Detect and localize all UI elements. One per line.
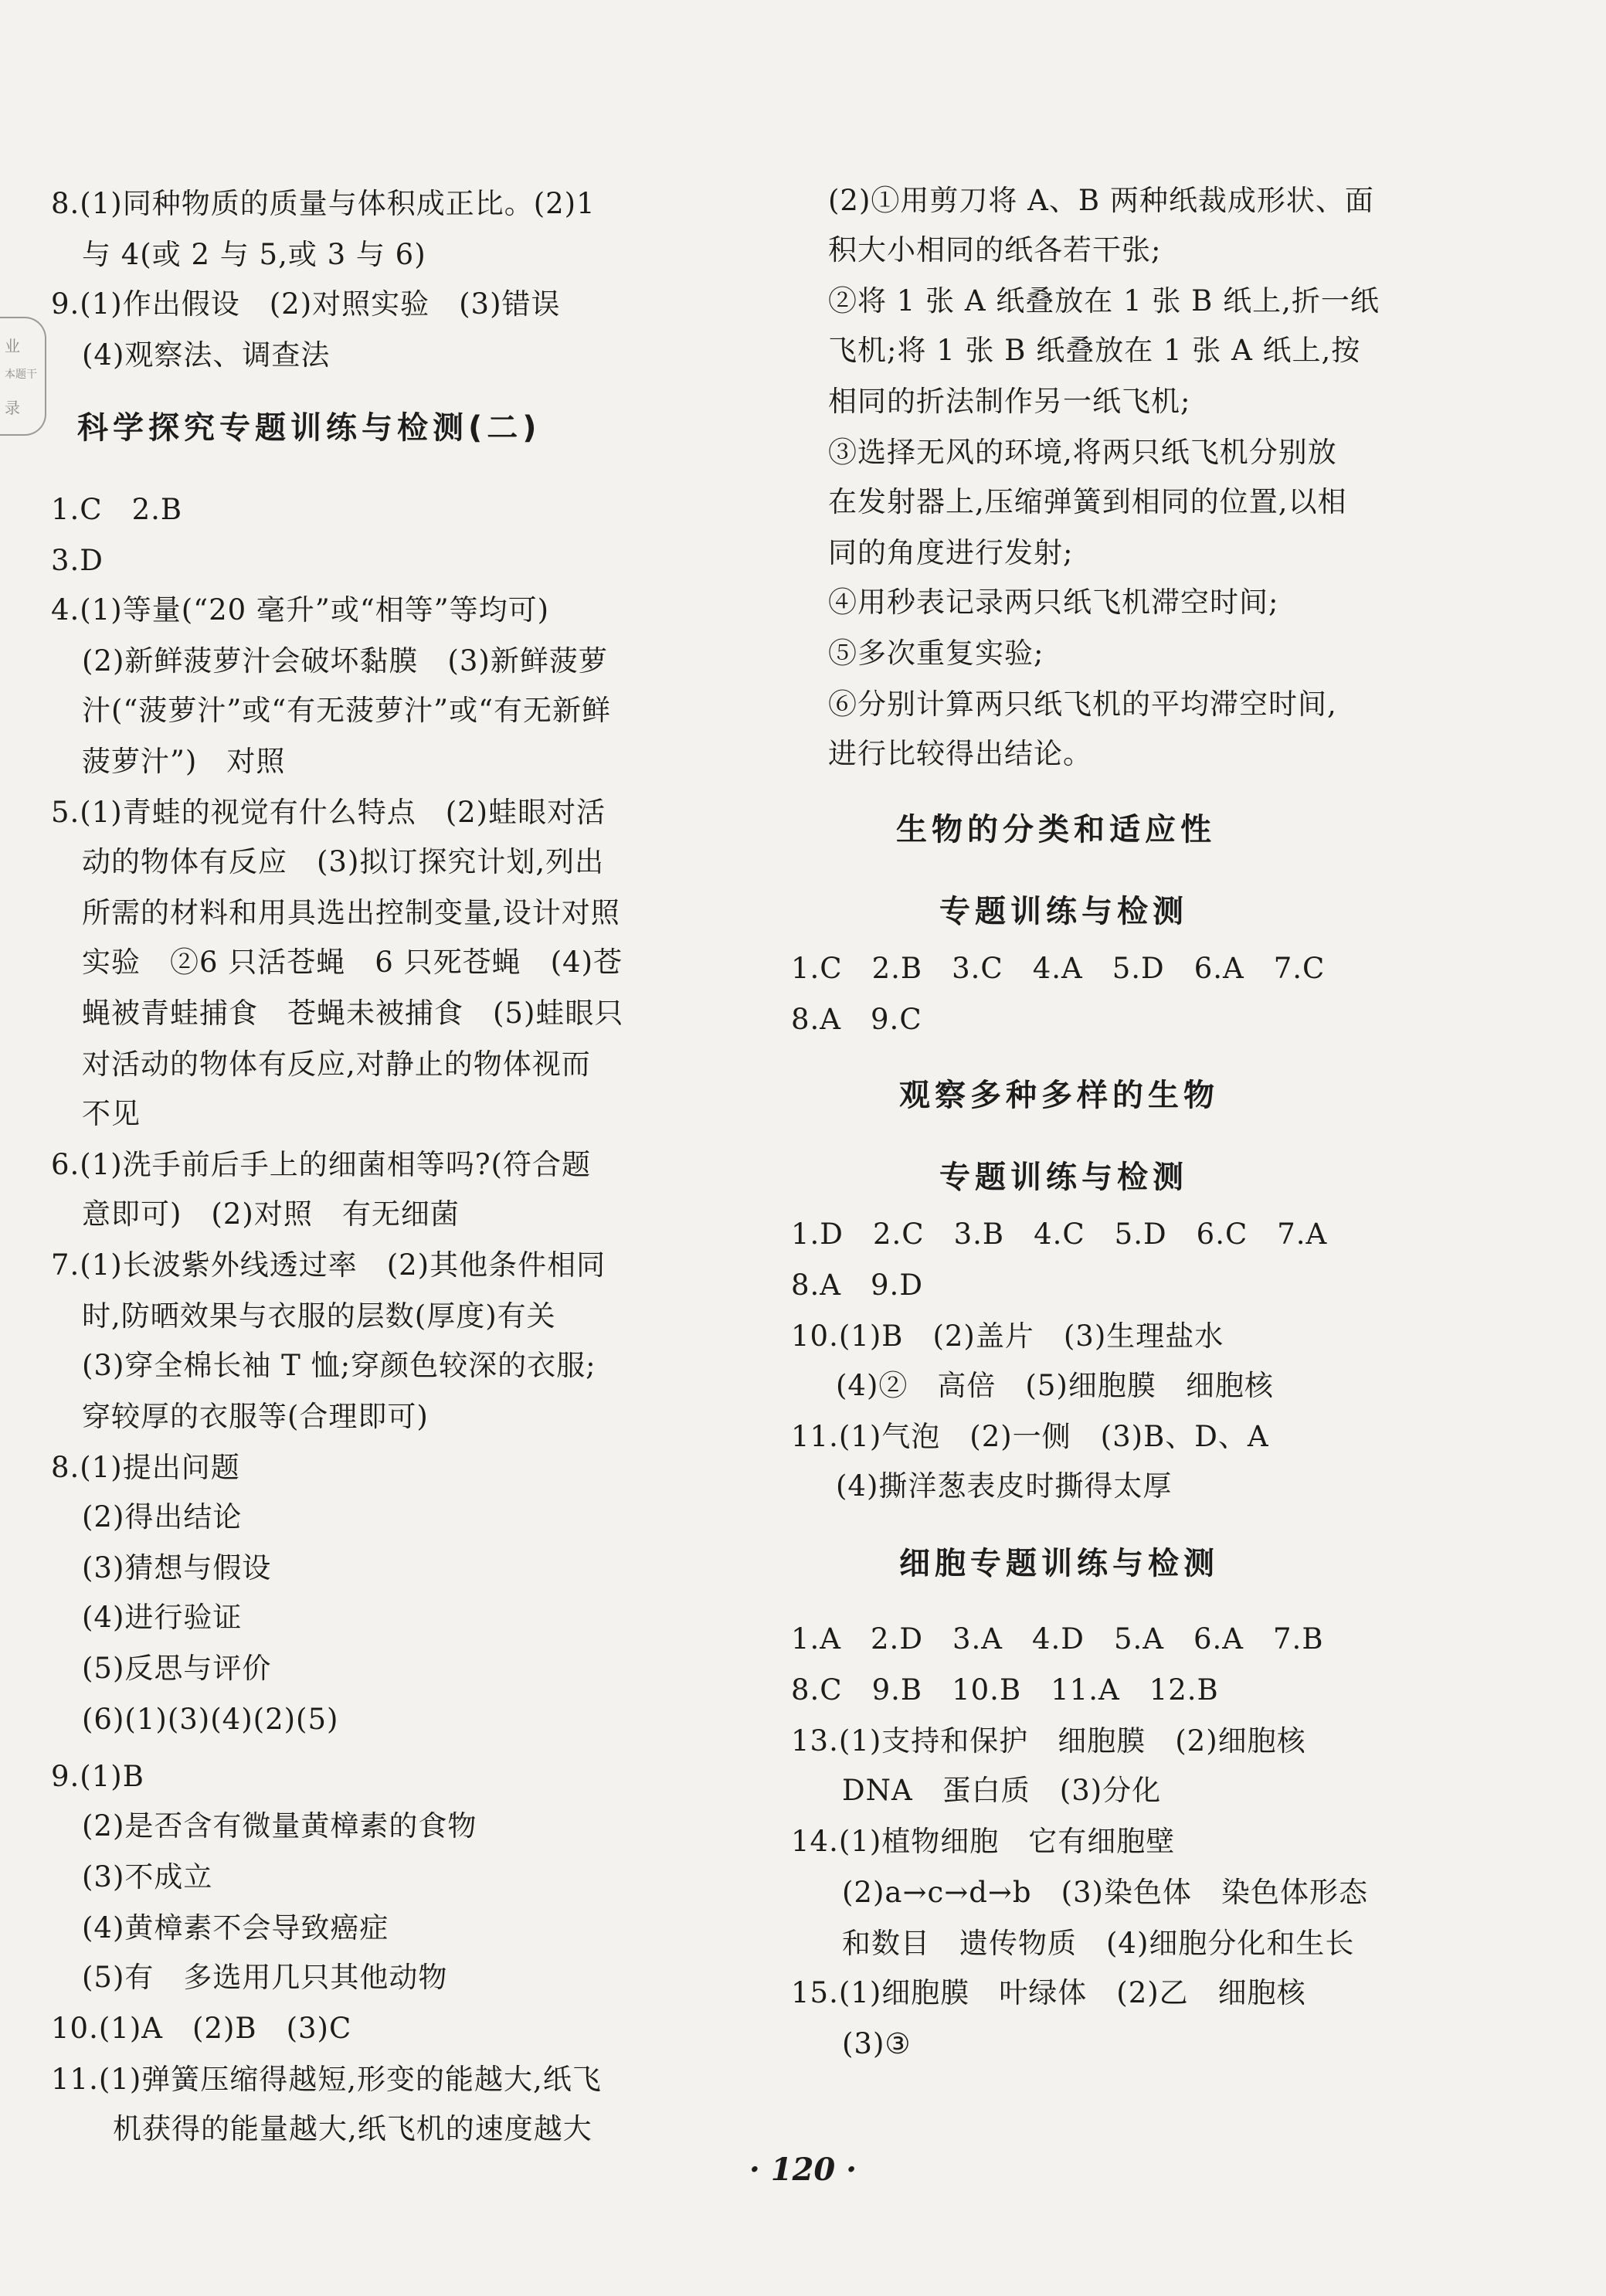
section-heading: 细胞专题训练与检测 bbox=[899, 1546, 1219, 1581]
answer-line: 汁(“菠萝汁”或“有无菠萝汁”或“有无新鲜 bbox=[82, 694, 612, 727]
answer-line: (4)进行验证 bbox=[82, 1601, 243, 1634]
answer-line: (2)新鲜菠萝汁会破坏黏膜 (3)新鲜菠萝 bbox=[82, 644, 608, 678]
answer-line: 相同的折法制作另一纸飞机; bbox=[828, 385, 1191, 418]
answer-line: 9.(1)B bbox=[51, 1760, 144, 1793]
answer-line: ②将 1 张 A 纸叠放在 1 张 B 纸上,折一纸 bbox=[828, 284, 1380, 318]
answer-line: ④用秒表记录两只纸飞机滞空时间; bbox=[828, 586, 1279, 619]
answer-line: 意即可) (2)对照 有无细菌 bbox=[82, 1197, 460, 1231]
answer-line: 飞机;将 1 张 B 纸叠放在 1 张 A 纸上,按 bbox=[828, 334, 1361, 367]
answer-line: 机获得的能量越大,纸飞机的速度越大 bbox=[113, 2112, 592, 2145]
answer-line: 8.(1)同种物质的质量与体积成正比。(2)1 bbox=[51, 187, 596, 220]
margin-stamp-text: 本题干 bbox=[5, 369, 37, 381]
answer-line: 1.C 2.B 3.C 4.A 5.D 6.A 7.C bbox=[791, 952, 1326, 985]
answer-line: 1.C 2.B bbox=[51, 493, 183, 526]
answer-line: DNA 蛋白质 (3)分化 bbox=[842, 1774, 1162, 1807]
answer-line: 实验 ②6 只活苍蝇 6 只死苍蝇 (4)苍 bbox=[82, 946, 623, 979]
answer-line: 10.(1)A (2)B (3)C bbox=[51, 2012, 352, 2045]
answer-line: (4)② 高倍 (5)细胞膜 细胞核 bbox=[836, 1369, 1274, 1402]
answer-line: 1.D 2.C 3.B 4.C 5.D 6.C 7.A bbox=[791, 1218, 1328, 1251]
answer-line: (5)有 多选用几只其他动物 bbox=[82, 1961, 448, 1994]
answer-line: 7.(1)长波紫外线透过率 (2)其他条件相同 bbox=[51, 1248, 606, 1282]
answer-line: 10.(1)B (2)盖片 (3)生理盐水 bbox=[791, 1320, 1224, 1353]
answer-line: 8.(1)提出问题 bbox=[51, 1451, 240, 1484]
answer-line: (2)①用剪刀将 A、B 两种纸裁成形状、面 bbox=[828, 184, 1374, 217]
answer-line: (4)撕洋葱表皮时撕得太厚 bbox=[836, 1469, 1173, 1503]
answer-line: 所需的材料和用具选出控制变量,设计对照 bbox=[82, 896, 620, 929]
answer-line: 14.(1)植物细胞 它有细胞壁 bbox=[791, 1825, 1176, 1858]
answer-line: ③选择无风的环境,将两只纸飞机分别放 bbox=[828, 436, 1337, 469]
section-heading: 专题训练与检测 bbox=[939, 1160, 1188, 1195]
answer-line: (3)③ bbox=[842, 2027, 912, 2060]
answer-line: 蝇被青蛙捕食 苍蝇未被捕食 (5)蛙眼只 bbox=[82, 997, 624, 1030]
answer-line: (3)猜想与假设 bbox=[82, 1551, 272, 1584]
answer-line: ⑥分别计算两只纸飞机的平均滞空时间, bbox=[828, 688, 1337, 721]
answer-line: (3)穿全棉长袖 T 恤;穿颜色较深的衣服; bbox=[82, 1349, 596, 1382]
answer-line: 进行比较得出结论。 bbox=[828, 737, 1092, 770]
answer-line: 11.(1)弹簧压缩得越短,形变的能越大,纸飞 bbox=[51, 2063, 602, 2096]
margin-stamp bbox=[0, 317, 46, 436]
answer-line: 积大小相同的纸各若干张; bbox=[828, 233, 1162, 267]
answer-line: (4)观察法、调查法 bbox=[82, 338, 331, 372]
answer-line: 对活动的物体有反应,对静止的物体视而 bbox=[82, 1048, 591, 1081]
margin-stamp-text: 录 bbox=[5, 399, 20, 417]
answer-line: (2)得出结论 bbox=[82, 1500, 243, 1533]
answer-line: 和数目 遗传物质 (4)细胞分化和生长 bbox=[842, 1927, 1355, 1960]
answer-line: 时,防晒效果与衣服的层数(厚度)有关 bbox=[82, 1299, 556, 1333]
section-heading: 生物的分类和适应性 bbox=[896, 812, 1216, 847]
section-heading: 专题训练与检测 bbox=[939, 894, 1188, 929]
answer-line: 穿较厚的衣服等(合理即可) bbox=[82, 1400, 429, 1433]
answer-line: 在发射器上,压缩弹簧到相同的位置,以相 bbox=[828, 485, 1347, 518]
answer-line: 3.D bbox=[51, 544, 104, 577]
answer-line: 同的角度进行发射; bbox=[828, 536, 1074, 569]
section-heading: 观察多种多样的生物 bbox=[899, 1078, 1219, 1113]
answer-line: (2)a→c→d→b (3)染色体 染色体形态 bbox=[842, 1876, 1368, 1909]
page-number: · 120 · bbox=[749, 2152, 857, 2188]
answer-line: 11.(1)气泡 (2)一侧 (3)B、D、A bbox=[791, 1420, 1269, 1453]
answer-line: 15.(1)细胞膜 叶绿体 (2)乙 细胞核 bbox=[791, 1976, 1306, 2009]
answer-line: 9.(1)作出假设 (2)对照实验 (3)错误 bbox=[51, 287, 561, 321]
answer-line: 5.(1)青蛙的视觉有什么特点 (2)蛙眼对活 bbox=[51, 796, 606, 829]
answer-line: 8.A 9.D bbox=[791, 1269, 923, 1302]
answer-line: (6)(1)(3)(4)(2)(5) bbox=[82, 1703, 339, 1736]
margin-stamp-text: 业 bbox=[5, 337, 20, 355]
answer-line: 13.(1)支持和保护 细胞膜 (2)细胞核 bbox=[791, 1724, 1306, 1758]
answer-line: 6.(1)洗手前后手上的细菌相等吗?(符合题 bbox=[51, 1148, 591, 1181]
answer-line: (3)不成立 bbox=[82, 1860, 213, 1894]
answer-line: 8.C 9.B 10.B 11.A 12.B bbox=[791, 1673, 1219, 1707]
section-heading: 科学探究专题训练与检测(二) bbox=[77, 410, 542, 446]
answer-line: ⑤多次重复实验; bbox=[828, 637, 1044, 670]
answer-line: 与 4(或 2 与 5,或 3 与 6) bbox=[82, 238, 426, 271]
answer-line: (2)是否含有微量黄樟素的食物 bbox=[82, 1809, 477, 1843]
answer-line: 菠萝汁”) 对照 bbox=[82, 745, 286, 778]
answer-line: 动的物体有反应 (3)拟订探究计划,列出 bbox=[82, 845, 605, 878]
answer-line: 不见 bbox=[82, 1097, 141, 1130]
answer-line: 4.(1)等量(“20 毫升”或“相等”等均可) bbox=[51, 593, 550, 627]
answer-line: 8.A 9.C bbox=[791, 1003, 922, 1036]
answer-line: (4)黄樟素不会导致癌症 bbox=[82, 1911, 389, 1944]
answer-line: (5)反思与评价 bbox=[82, 1652, 272, 1685]
answer-line: 1.A 2.D 3.A 4.D 5.A 6.A 7.B bbox=[791, 1622, 1324, 1656]
